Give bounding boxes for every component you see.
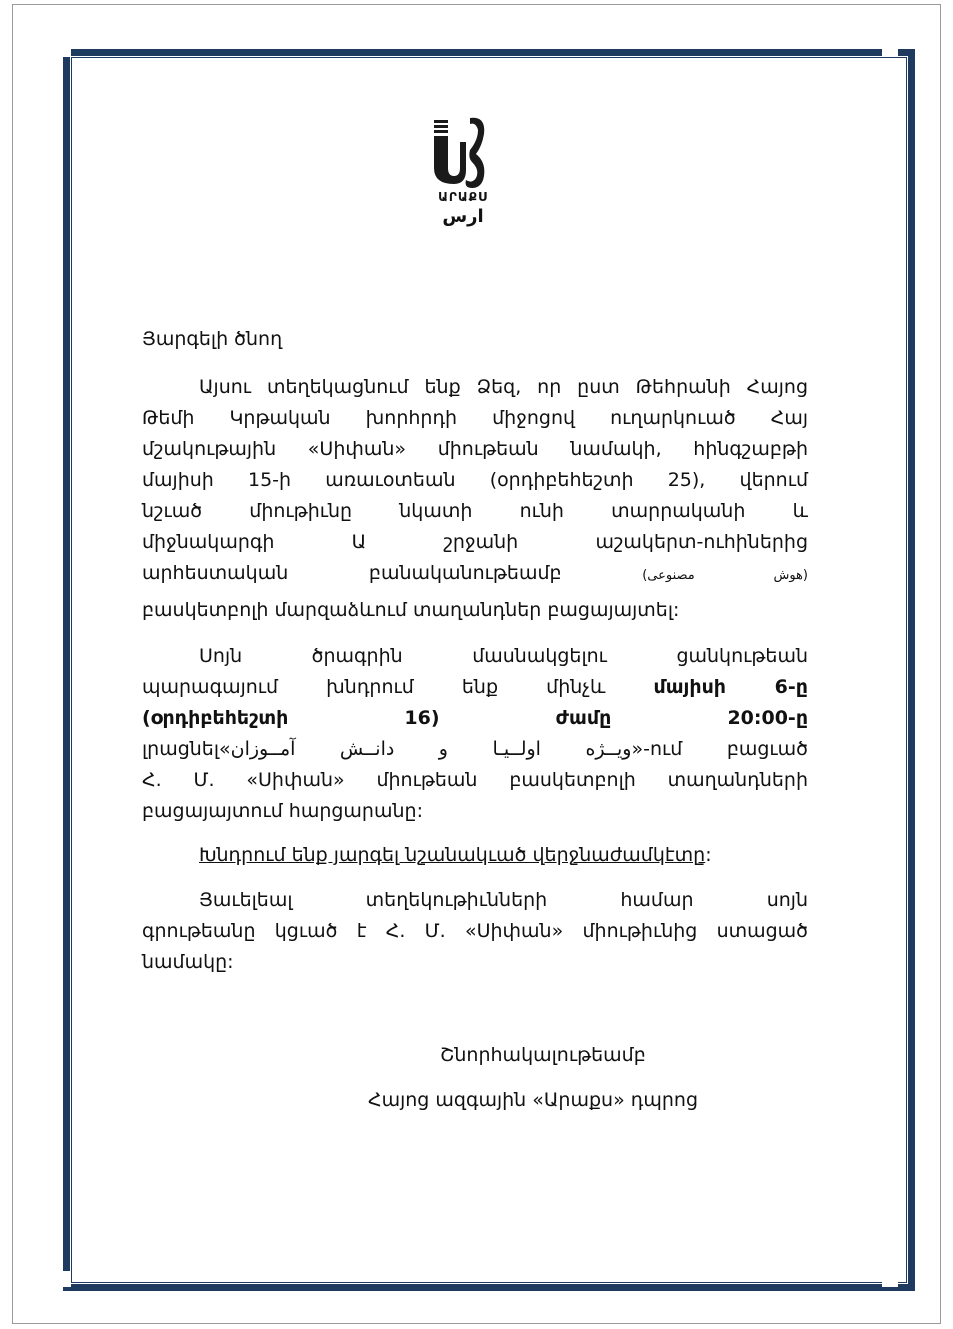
deadline-suffix: ը xyxy=(795,676,808,698)
paragraph-line: Հ. Մ. «Սիփան» միութեան բասկետբոլի տաղանդների xyxy=(142,769,808,791)
paragraph-line: մշակութային «Սիփան» միութեան նամակի, հինգշաբթի xyxy=(142,438,808,460)
logo-text-arabic: ارس xyxy=(442,206,484,227)
line-text: : xyxy=(705,844,712,866)
deadline-suffix: ը xyxy=(599,707,612,729)
closing-text: Շնորհակալութեամբ xyxy=(440,1044,646,1066)
paragraph-2 xyxy=(142,641,808,827)
deadline-date: մայիսի 6- xyxy=(653,676,796,698)
paragraph-line: բասկետբոլի մարզաձևում տաղանդներ բացայայտել: xyxy=(142,599,680,621)
logo-text-latin: ԱՐԱՔՍ xyxy=(438,190,488,204)
paragraph-1 xyxy=(142,372,808,626)
paragraph-line: գրութեանը կցւած է Հ. Մ. «Սիփան» միութիւնից ստացած xyxy=(142,920,808,942)
paragraph-line: լրացնել«ویــژه اولــیـا و دانــش آمــوزان»-ում բացւած xyxy=(142,738,809,760)
signature-text: Հայոց ազգային «Արաքս» դպրոց xyxy=(368,1089,698,1111)
paragraph-line: բացայայտում հարցարանը: xyxy=(142,800,423,822)
deadline-iranian-date: (օրդիբեհեշտի 16) ժամ xyxy=(142,707,600,729)
paragraph-line: մայիսի 15-ի առաւօտեան (օրդիբեհեշտի 25), վերում xyxy=(142,469,808,491)
deadline-line xyxy=(142,703,808,734)
paragraph-4 xyxy=(142,885,808,978)
border-corner xyxy=(55,1271,71,1287)
paragraph-line xyxy=(142,558,808,591)
paragraph-line: Յաւելեալ տեղեկութիւնների համար սոյն xyxy=(199,889,808,911)
border-corner xyxy=(55,41,71,57)
line-text: արհեստական բանականութեամբ xyxy=(142,562,562,584)
paragraph-3 xyxy=(142,840,808,871)
deadline-time: 20:00- xyxy=(611,707,796,729)
paragraph-line: Թեմի Կրթական խորհրդի միջոցով ուղարկուած Հայ xyxy=(142,407,808,429)
paragraph-line xyxy=(142,840,808,871)
deadline-reminder: Խնդրում ենք յարգել նշանակւած վերջնաժամկէտը xyxy=(199,844,706,866)
letter-greeting: Յարգելի ծնող xyxy=(142,328,283,350)
paragraph-line: Այսու տեղեկացնում ենք Ձեզ, որ ըստ Թեհրանի Հայոց xyxy=(199,376,808,398)
paragraph-line: Սոյն ծրագրին մասնակցելու ցանկութեան xyxy=(199,645,808,667)
line-text: պարագայում խնդրում ենք մինչև xyxy=(142,676,606,698)
border-corner xyxy=(882,1271,898,1287)
paragraph-line: նշւած միութիւնը նկատի ունի տարրականի և xyxy=(142,500,808,522)
border-corner xyxy=(882,41,898,57)
paragraph-line: միջնակարգի Ա շրջանի աշակերտ-ուհիներից xyxy=(142,531,808,553)
persian-term: (هوش مصنوعی) xyxy=(642,568,808,583)
araks-school-logo xyxy=(428,112,498,230)
paragraph-line: նամակը: xyxy=(142,951,234,973)
paragraph-line xyxy=(142,672,808,703)
deadline-suffix: ը xyxy=(795,707,809,729)
